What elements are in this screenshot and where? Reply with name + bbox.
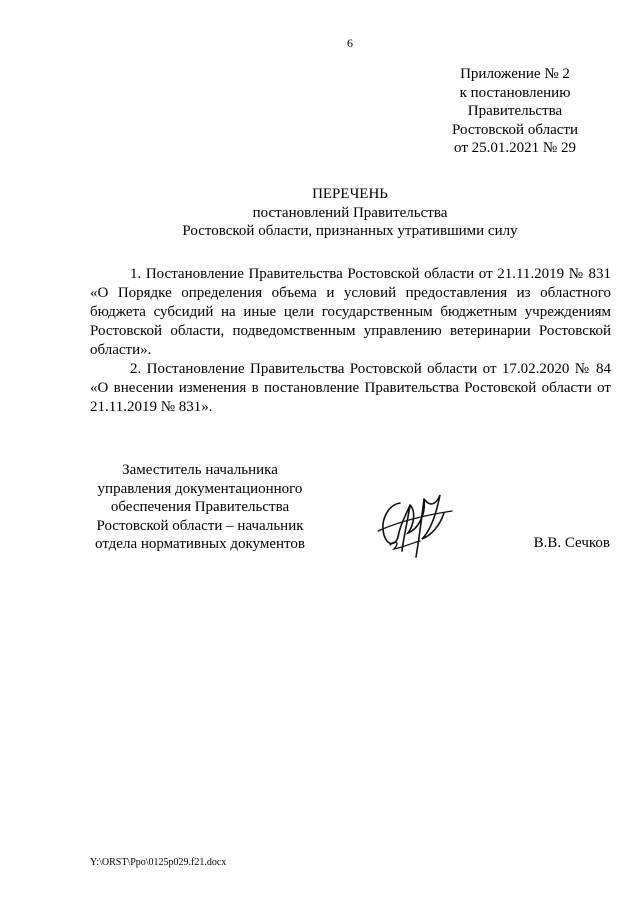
title-subtitle-line: Ростовской области, признанных утратившими силу	[182, 223, 518, 239]
signer-position-line: Заместитель начальника	[122, 462, 278, 478]
page-number: 6	[347, 36, 353, 50]
signer-position-line: Ростовской области – начальник	[96, 517, 304, 534]
appendix-header	[410, 65, 620, 158]
file-path: Y:\ORST\Ppo\0125p029.f21.docx	[90, 857, 227, 868]
appendix-line: от 25.01.2021 № 29	[454, 140, 576, 156]
signer-position	[80, 461, 320, 554]
appendix-line: к постановлению	[459, 84, 571, 101]
signer-name: В.В. Сечков	[533, 535, 610, 551]
list-item: 2. Постановление Правительства Ростовской области от 17.02.2020 № 84 «О внесении изменения в постановление Правительства Ростовской области от 21.11.2019 № 831».	[90, 361, 611, 415]
title-heading: ПЕРЕЧЕНЬ	[312, 186, 388, 202]
appendix-line: Правительства	[467, 103, 563, 119]
appendix-line: Ростовской области	[452, 121, 578, 138]
document-title	[90, 185, 610, 241]
appendix-line: Приложение № 2	[460, 66, 570, 82]
signer-position-line: обеспечения Правительства	[110, 499, 290, 515]
list-item: 1. Постановление Правительства Ростовской области от 21.11.2019 № 831 «О Порядке определения объема и условий предоставления из областного бюджета субсидий на иные цели государственным бюджетным учреждениям Ростовской области, подведомственным управлению ветеринарии Ростовской области».	[90, 266, 611, 358]
handwritten-signature	[370, 485, 460, 565]
title-subtitle-line: постановлений Правительства	[252, 204, 448, 221]
signer-position-line: управления документационного	[97, 480, 303, 497]
document-body	[90, 265, 611, 417]
signer-position-line: отдела нормативных документов	[95, 536, 305, 552]
